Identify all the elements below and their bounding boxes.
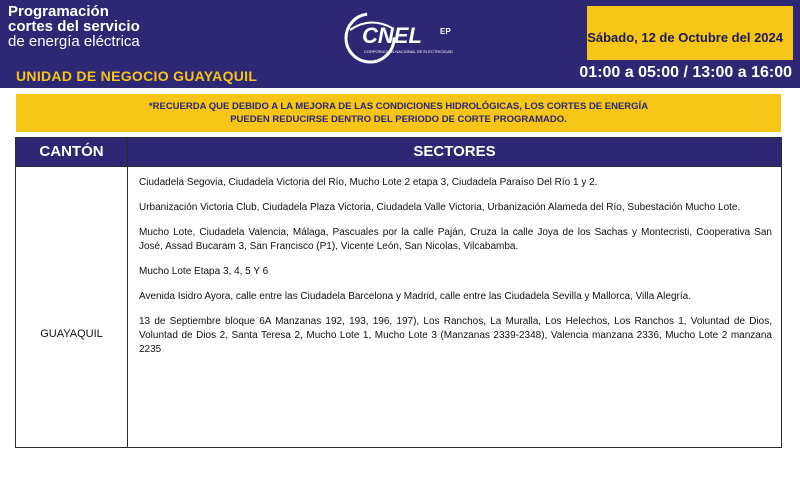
sector-item: Mucho Lote Etapa 3, 4, 5 Y 6 [139, 266, 269, 277]
date-box [587, 6, 793, 60]
logo-text: CNEL [362, 23, 422, 48]
header-banner [0, 0, 800, 88]
header-canton: CANTÓN [16, 138, 128, 166]
table-header [16, 138, 781, 167]
notice-line-1: *RECUERDA QUE DEBIDO A LA MEJORA DE LAS CONDICIONES HIDROLÓGICAS, LOS CORTES DE ENERGÍA [148, 101, 649, 112]
cnel-logo-icon [336, 10, 476, 66]
column-divider [127, 166, 128, 448]
page-title [8, 4, 140, 50]
sector-item: Ciudadela Segovia, Ciudadela Victoria del Río, Mucho Lote 2 etapa 3, Ciudadela Paraíso Del Río 1 y 2. [139, 177, 598, 188]
title-line-2: cortes del servicio [8, 18, 140, 35]
sector-item: Avenida Isidro Ayora, calle entre las Ciudadela Barcelona y Madrid, calle entre las Ciudadela Sevilla y Mallorca, Villa Alegría. [139, 291, 691, 302]
notice-line-2: PUEDEN REDUCIRSE DENTRO DEL PERIODO DE CORTE PROGRAMADO. [230, 114, 567, 125]
sector-item: Urbanización Victoria Club, Ciudadela Plaza Victoria, Ciudadela Valle Victoria, Urbanización Alameda del Río, Subestación Mucho Lote. [139, 202, 741, 213]
header-sectores: SECTORES [413, 143, 496, 160]
sectors-cell [139, 176, 772, 368]
sector-item: 13 de Septiembre bloque 6A Manzanas 192, 193, 196, 197), Los Ranchos, La Muralla, Los Helechos, Los Ranchos 1, Voluntad de Dios, Voluntad de Dios 2, Santa Teresa 2, Mucho Lote 1, Mucho Lote 3 (Manzanas 2339-2348), Valencia manzana 2336, Mucho Lote 2 manzana 2235 [139, 316, 772, 355]
logo-subtext: CORPORACIÓN NACIONAL DE ELECTRICIDAD [364, 49, 453, 54]
schedule-date: Sábado, 12 de Octubre del 2024 [587, 30, 783, 45]
business-unit-name: UNIDAD DE NEGOCIO GUAYAQUIL [16, 68, 258, 84]
sector-item: Mucho Lote, Ciudadela Valencia, Málaga, Pascuales por la calle Paján, Cruza la calle Joya de los Sachas y Montecristi, Cooperativa San José, Assad Bucaram 3, San Francisco (P1), Vicente León, San Nicolas, Vilcabamba. [139, 227, 772, 252]
canton-cell: GUAYAQUIL [40, 328, 103, 340]
schedule-time-range: 01:00 a 05:00 / 13:00 a 16:00 [579, 64, 792, 81]
title-line-1: Programación [8, 3, 109, 20]
logo-suffix: EP [440, 27, 451, 36]
notice-banner [16, 94, 781, 132]
schedule-table [15, 137, 782, 448]
title-line-3: de energía eléctrica [8, 33, 140, 50]
